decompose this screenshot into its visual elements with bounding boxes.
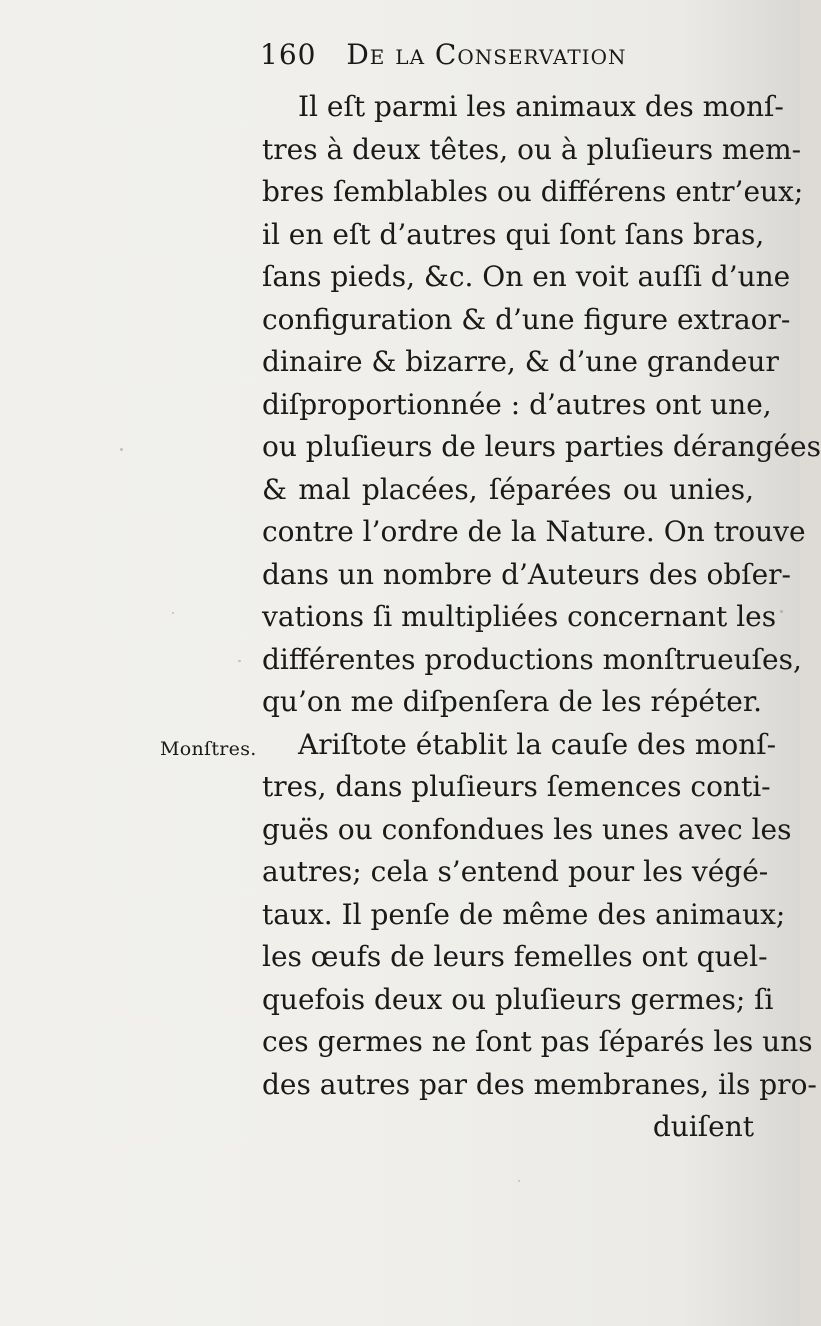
text-line: des autres par des membranes, ils pro- [262,1067,817,1101]
text-line: dinaire & bizarre, & d’une grandeur [262,345,779,378]
text-line: autres; cela s’entend pour les végé- [262,855,769,888]
text-line: les œufs de leurs femelles ont quel- [262,940,768,973]
text-line: il en eſt d’autres qui ſont ſans bras, [262,217,765,251]
text-line: & mal placées, ſéparées ou unies, [262,472,754,506]
text-line: diſproportionnée : d’autres ont une, [262,387,772,421]
page-number: 160 [260,38,317,71]
text-line: taux. Il penſe de même des animaux; [262,897,786,931]
text-line: tres, dans pluſieurs ſemences conti- [262,770,771,803]
text-line: vations ſi multipliées concernant les [262,600,777,633]
text-line: contre l’ordre de la Nature. On trouve [262,515,806,548]
text-line: qu’on me diſpenſera de les répéter. [262,685,763,718]
paper-speck [518,1180,520,1182]
text-line: bres ſemblables ou différens entr’eux; [262,175,804,208]
text-line: tres à deux têtes, ou à pluſieurs mem- [262,132,802,166]
text-line: guës ou confondues les unes avec les [262,812,792,846]
paper-speck [238,660,241,662]
paper-speck [172,612,174,614]
text-line: dans un nombre d’Auteurs des obſer- [262,557,792,591]
text-line: ou pluſieurs de leurs parties dérangées [262,430,821,463]
text-line: différentes productions monſtrueuſes, [262,642,802,676]
text-line: ces germes ne ſont pas ſéparés les uns [262,1025,813,1058]
text-line: ſans pieds, &c. On en voit auſſi d’une [262,260,791,293]
paper-speck [120,448,123,451]
running-title: De la Conservation [346,38,627,71]
body-text [262,86,821,1149]
text-line: Il eſt parmi les animaux des monſ- [298,90,784,123]
text-line: Ariſtote établit la cauſe des monſ- [298,727,777,761]
running-head [260,38,626,71]
catchword: duiſent [652,1110,754,1143]
paper-speck [780,610,783,613]
text-line: quefois deux ou pluſieurs germes; ſi [262,982,774,1016]
marginal-note: Monſtres. [160,738,257,760]
text-line: configuration & d’une figure extraor- [262,302,791,336]
